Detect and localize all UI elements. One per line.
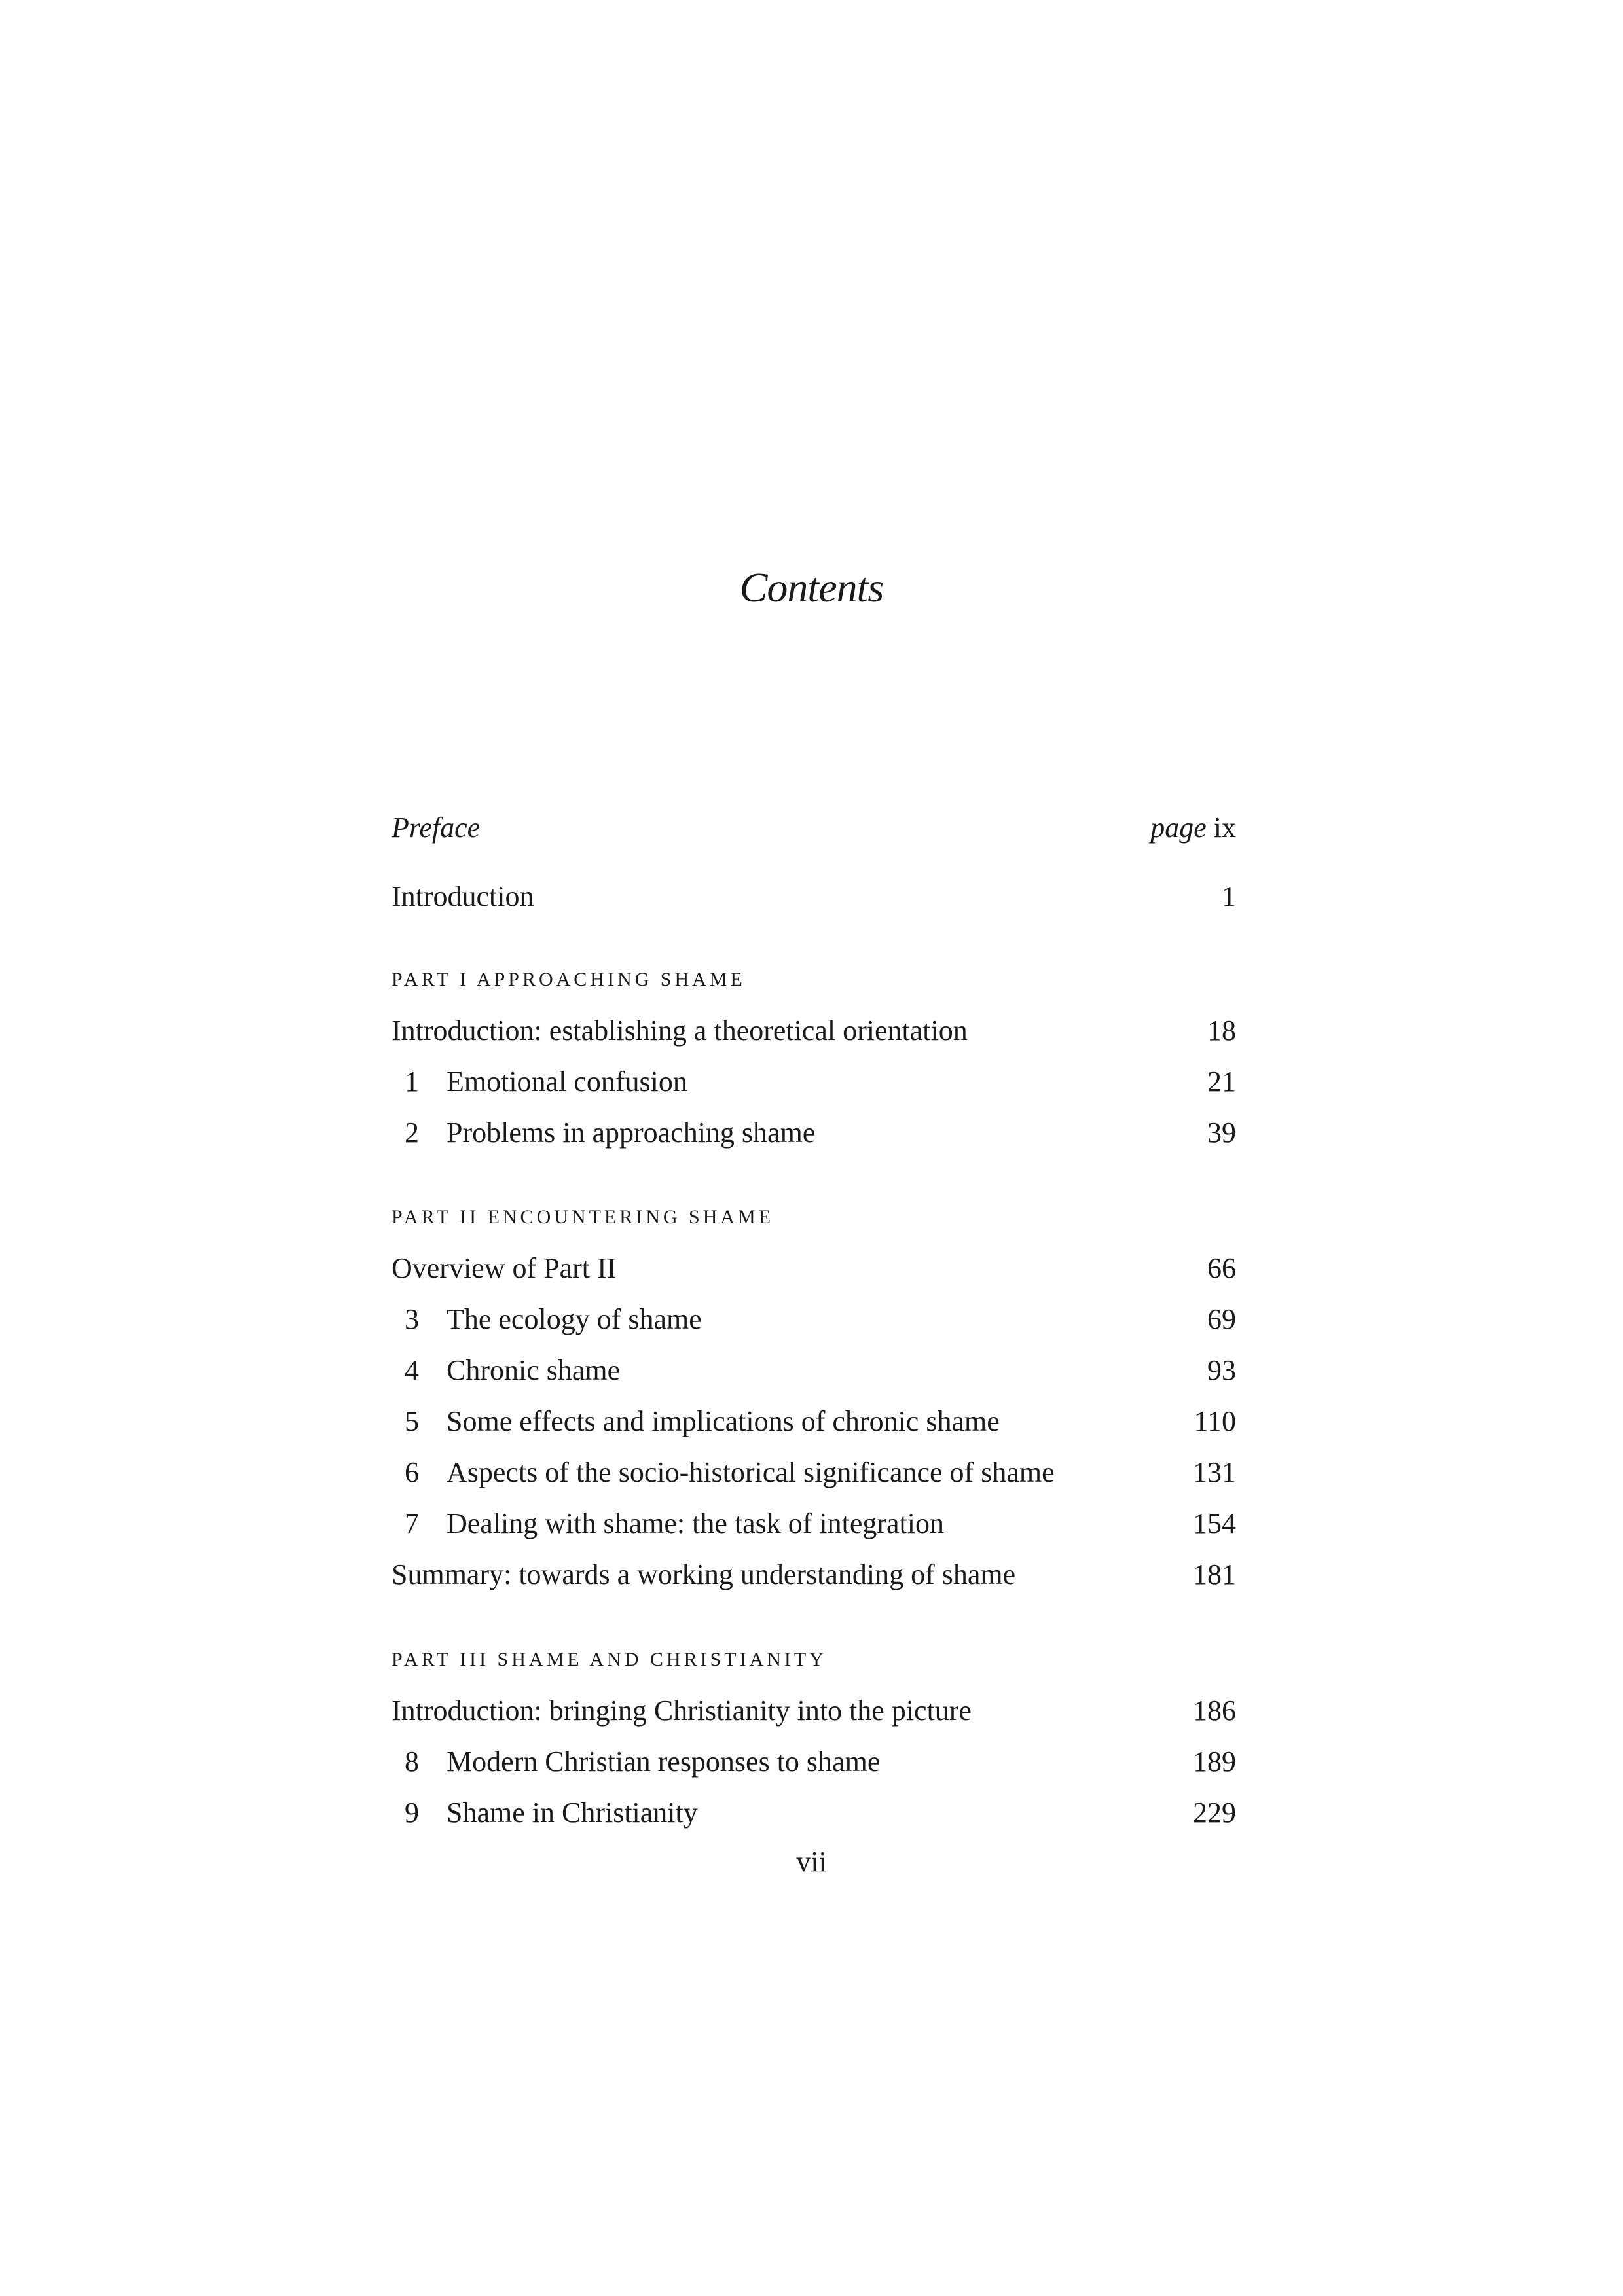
toc-entry-page: 189 xyxy=(1193,1746,1236,1778)
toc-entry-page: 1 xyxy=(1222,880,1236,912)
toc-entry-title: Chronic shame xyxy=(447,1354,621,1386)
toc-entry-page: 181 xyxy=(1193,1558,1236,1590)
toc-entry-page: 39 xyxy=(1207,1117,1236,1149)
toc-entry-chapter-1[interactable] xyxy=(392,1059,1236,1105)
toc-entry-title: Shame in Christianity xyxy=(447,1797,698,1829)
chapter-number: 3 xyxy=(405,1303,419,1335)
toc-entry-part3-intro[interactable] xyxy=(392,1688,1236,1734)
toc-entry-chapter-8[interactable] xyxy=(392,1739,1236,1785)
part-heading-2: PART II ENCOUNTERING SHAME xyxy=(392,1206,775,1228)
toc-entry-part2-overview[interactable] xyxy=(392,1246,1236,1291)
toc-entry-part2-summary[interactable] xyxy=(392,1552,1236,1598)
toc-entry-title: Introduction: establishing a theoretical orientation xyxy=(392,1014,968,1047)
toc-entry-title: Some effects and implications of chronic shame xyxy=(447,1405,1000,1437)
toc-entry-preface[interactable] xyxy=(392,805,1236,851)
chapter-number: 2 xyxy=(405,1117,419,1149)
page-number-folio: vii xyxy=(796,1846,827,1878)
toc-entry-page: 21 xyxy=(1207,1066,1236,1098)
toc-entry-page: 69 xyxy=(1207,1303,1236,1335)
chapter-number: 9 xyxy=(405,1797,419,1829)
toc-entry-title: Preface xyxy=(392,812,481,844)
toc-entry-page: 93 xyxy=(1207,1354,1236,1386)
toc-entry-page: 66 xyxy=(1207,1252,1236,1284)
toc-entry-chapter-3[interactable] xyxy=(392,1297,1236,1342)
toc-entry-page: 229 xyxy=(1193,1797,1236,1829)
chapter-number: 5 xyxy=(405,1405,419,1437)
chapter-number: 1 xyxy=(405,1066,419,1098)
toc-entry-page: 131 xyxy=(1193,1456,1236,1488)
chapter-number: 4 xyxy=(405,1354,419,1386)
toc-entry-introduction[interactable] xyxy=(392,874,1236,920)
toc-entry-title: Modern Christian responses to shame xyxy=(447,1746,881,1778)
toc-entry-page: 110 xyxy=(1194,1405,1236,1437)
toc-entry-chapter-6[interactable] xyxy=(392,1450,1236,1496)
toc-entry-title: Introduction: bringing Christianity into the picture xyxy=(392,1695,972,1727)
toc-entry-page: page ix xyxy=(1150,812,1236,844)
toc-entry-chapter-7[interactable] xyxy=(392,1501,1236,1547)
toc-entry-title: Summary: towards a working understanding of shame xyxy=(392,1558,1016,1590)
toc-entry-chapter-5[interactable] xyxy=(392,1399,1236,1444)
chapter-number: 7 xyxy=(405,1507,419,1539)
toc-entry-chapter-2[interactable] xyxy=(392,1110,1236,1156)
toc-entry-title: Dealing with shame: the task of integration xyxy=(447,1507,945,1539)
toc-entry-chapter-9[interactable] xyxy=(392,1790,1236,1836)
part-heading-1: PART I APPROACHING SHAME xyxy=(392,969,746,990)
chapter-number: 6 xyxy=(405,1456,419,1488)
toc-entry-page: 154 xyxy=(1193,1507,1236,1539)
toc-entry-title: The ecology of shame xyxy=(447,1303,702,1335)
toc-entry-page: 186 xyxy=(1193,1695,1236,1727)
page-title: Contents xyxy=(739,564,884,611)
toc-entry-page: 18 xyxy=(1207,1014,1236,1047)
toc-entry-title: Aspects of the socio-historical significance of shame xyxy=(447,1456,1055,1488)
toc-entry-title: Overview of Part II xyxy=(392,1252,617,1284)
toc-entry-chapter-4[interactable] xyxy=(392,1348,1236,1393)
table-of-contents xyxy=(392,0,1236,2296)
toc-entry-part1-intro[interactable] xyxy=(392,1008,1236,1054)
part-heading-3: PART III SHAME AND CHRISTIANITY xyxy=(392,1649,827,1670)
toc-entry-title: Problems in approaching shame xyxy=(447,1117,816,1149)
toc-entry-title: Introduction xyxy=(392,880,534,912)
chapter-number: 8 xyxy=(405,1746,419,1778)
toc-entry-title: Emotional confusion xyxy=(447,1066,687,1098)
